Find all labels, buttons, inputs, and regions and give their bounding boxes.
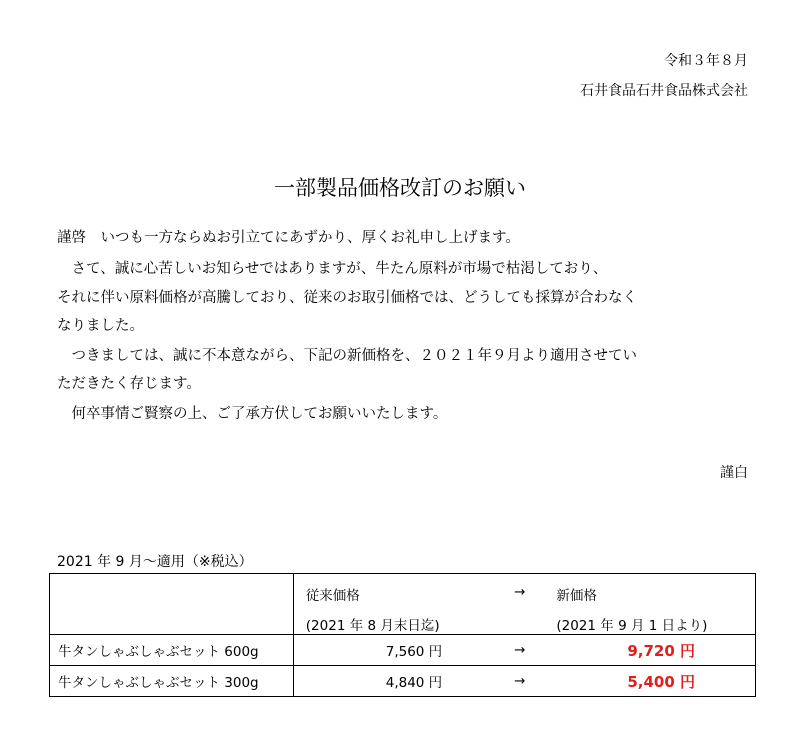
document-date: 令和３年８月 [664, 53, 748, 69]
table-row [50, 666, 756, 697]
body-line: ただきたく存じます。 [57, 376, 201, 392]
header-empty-cell [50, 574, 294, 635]
header-arrow-cell [497, 574, 542, 635]
arrow-icon: → [514, 584, 526, 600]
body-line: さて、誠に心苦しいお知らせではありますが、牛たん原料が市場で枯渇しており、 [57, 261, 608, 277]
arrow-icon: → [497, 666, 542, 697]
document-title: 一部製品価格改訂のお願い [274, 176, 526, 200]
arrow-icon: → [497, 635, 542, 666]
price-table [49, 573, 756, 697]
old-price-label: 従来価格 [305, 588, 360, 604]
table-header-row [50, 574, 756, 635]
new-price-period: (2021 年 9 月 1 日より) [556, 618, 708, 634]
new-price: 5,400 円 [542, 666, 755, 697]
closing-text: 謹白 [720, 465, 748, 481]
table-caption: 2021 年 9 月～適用（※税込） [57, 554, 253, 570]
body-line: 謹啓 いつも一方ならぬお引立てにあずかり、厚くお礼申し上げます。 [57, 230, 520, 246]
old-price: 7,560 円 [293, 635, 497, 666]
body-line: 何卒事情ご賢察の上、ご了承方伏してお願いいたします。 [57, 406, 448, 422]
old-price-period: (2021 年 8 月末日迄) [305, 618, 440, 634]
body-line: それに伴い原料価格が高騰しており、従来のお取引価格では、どうしても採算が合わなく [57, 290, 637, 306]
company-name: 石井食品石井食品株式会社 [580, 83, 748, 99]
new-price: 9,720 円 [542, 635, 755, 666]
product-name: 牛タンしゃぶしゃぶセット 300g [50, 666, 294, 697]
body-line: つきましては、誠に不本意ながら、下記の新価格を、２０２１年９月より適用させてい [57, 348, 637, 364]
body-line: なりました。 [57, 318, 144, 334]
header-new-price [542, 574, 755, 635]
header-old-price [293, 574, 497, 635]
product-name: 牛タンしゃぶしゃぶセット 600g [50, 635, 294, 666]
table-row [50, 635, 756, 666]
new-price-label: 新価格 [556, 588, 597, 604]
old-price: 4,840 円 [293, 666, 497, 697]
